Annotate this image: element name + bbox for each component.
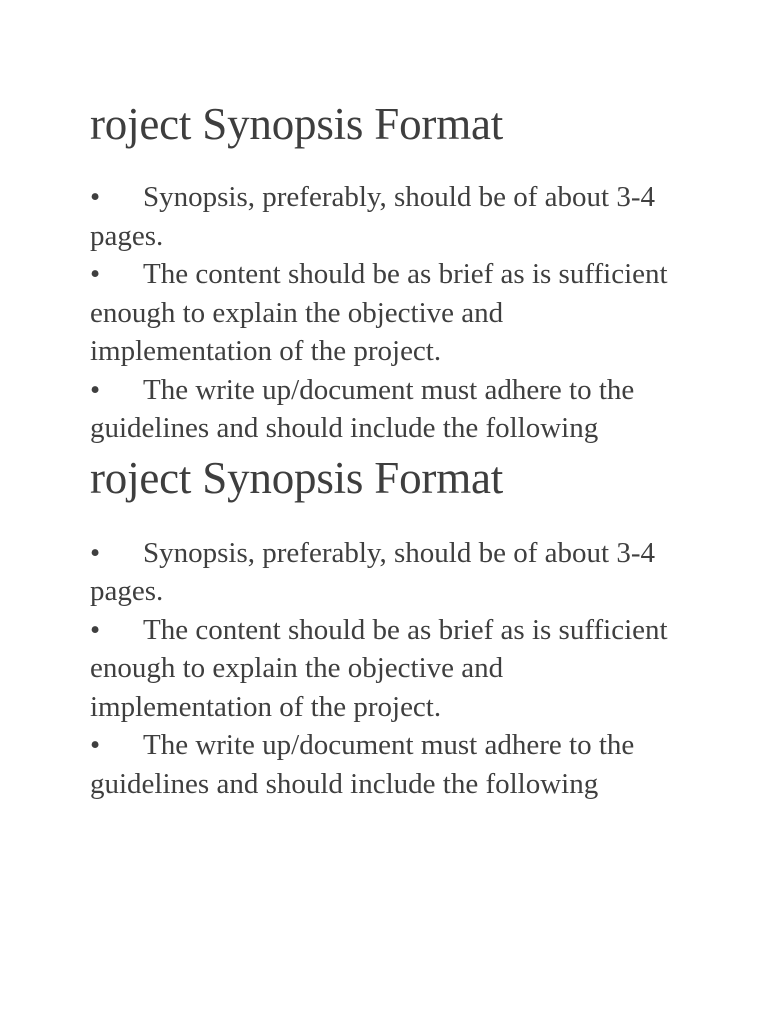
bullet-icon: •	[90, 373, 101, 406]
list-item-text: The write up/document must adhere to the guidelines and should include the following	[90, 373, 635, 444]
document-page	[90, 98, 690, 803]
list-item	[90, 178, 690, 255]
list-item-text: The content should be as brief as is sufficient enough to explain the objective and implementation of the project.	[90, 613, 668, 723]
section-heading: roject Synopsis Format	[90, 99, 504, 149]
bullet-icon: •	[90, 536, 101, 569]
list-item-text: Synopsis, preferably, should be of about 3-4 pages.	[90, 181, 655, 252]
synopsis-section	[90, 452, 690, 804]
list-item	[90, 255, 690, 371]
list-item	[90, 534, 690, 611]
list-item	[90, 726, 690, 803]
section-heading: roject Synopsis Format	[90, 452, 504, 503]
bullet-icon: •	[90, 729, 101, 761]
list-item	[90, 371, 690, 448]
bullet-icon: •	[90, 258, 101, 290]
bullet-list	[90, 178, 690, 448]
bullet-icon: •	[90, 613, 101, 646]
bullet-list	[90, 534, 690, 804]
list-item-text: The write up/document must adhere to the guidelines and should include the following	[90, 729, 635, 800]
synopsis-section	[90, 98, 690, 448]
list-item	[90, 611, 690, 727]
bullet-icon: •	[90, 181, 101, 213]
list-item-text: The content should be as brief as is sufficient enough to explain the objective and implementation of the project.	[90, 258, 668, 367]
list-item-text: Synopsis, preferably, should be of about 3-4 pages.	[90, 536, 655, 607]
